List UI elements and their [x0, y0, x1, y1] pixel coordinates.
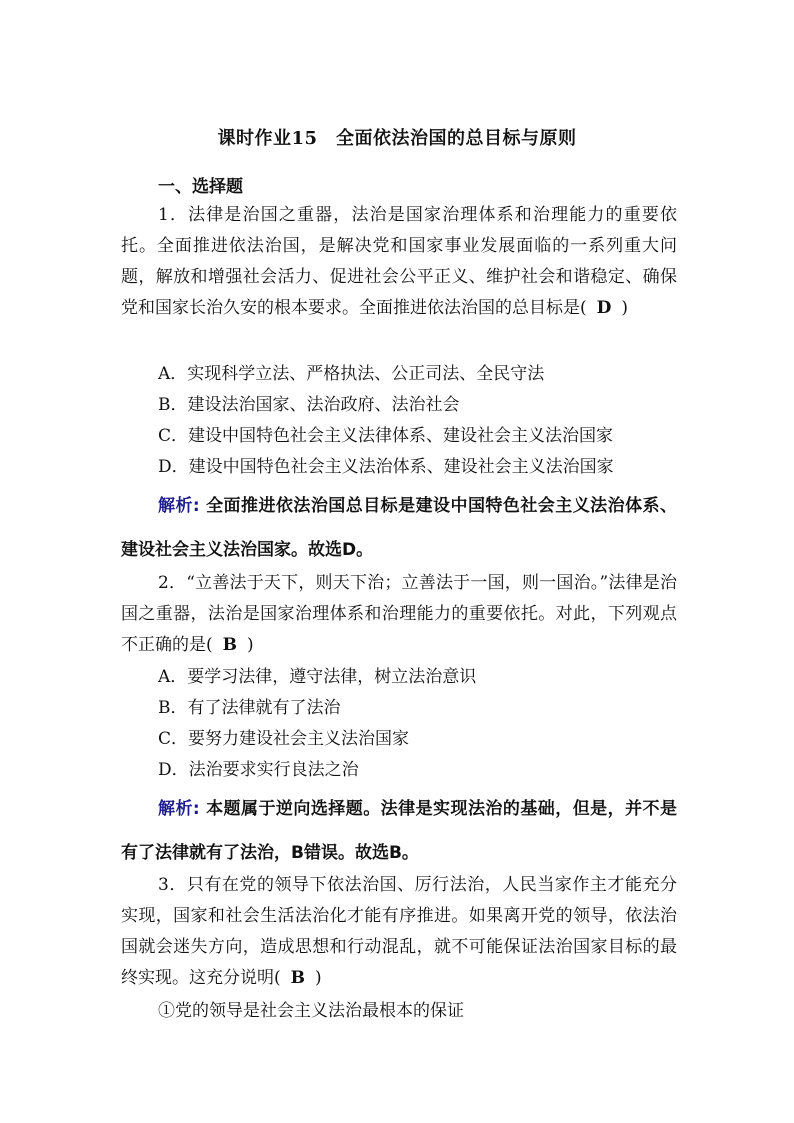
- question-1-close: ): [621, 298, 629, 318]
- question-3-text: 3．只有在党的领导下依法治国、厉行法治，人民当家作主才能充分实现，国家和社会生活法治化才能有序推进。如果离开党的领导，依法治国就会迷失方向，造成思想和行动混乱，就不可能保证法治国家目标的最终实现。这充分说明(: [121, 875, 677, 988]
- question-2-analysis: [121, 787, 677, 875]
- question-1-option-d: D．建设中国特色社会主义法治体系、建设社会主义法治国家: [158, 457, 614, 477]
- analysis-label: 解析:: [158, 799, 200, 819]
- question-2-option-c: C．要努力建设社会主义法治国家: [158, 729, 410, 749]
- question-1-option-b: B．建设法治国家、法治政府、法治社会: [158, 395, 460, 415]
- question-1-stem: [121, 200, 677, 324]
- question-3-answer: B: [290, 968, 306, 988]
- question-2-close: ): [247, 635, 254, 655]
- question-2-option-b: B．有了法律就有了法治: [158, 698, 341, 718]
- analysis-label: 解析:: [158, 496, 200, 516]
- question-2-option-d: D．法治要求实行良法之治: [158, 760, 359, 780]
- question-1-text: 1．法律是治国之重器，法治是国家治理体系和治理能力的重要依托。全面推进依法治国，是解决党和国家事业发展面临的一系列重大问题，解放和增强社会活力、促进社会公平正义、维护社会和谐稳定、确保党和国家长治久安的根本要求。全面推进依法治国的总目标是(: [121, 205, 677, 318]
- question-2-stem: [121, 568, 677, 661]
- question-1-answer: D: [596, 298, 612, 318]
- question-2-option-a: A．要学习法律，遵守法律，树立法治意识: [158, 667, 477, 687]
- question-1-option-a: A．实现科学立法、严格执法、公正司法、全民守法: [158, 364, 545, 384]
- question-3-item-1: ①党的领导是社会主义法治最根本的保证: [158, 1001, 464, 1021]
- section-heading: 一、选择题: [158, 177, 243, 197]
- analysis-text: 本题属于逆向选择题。法律是实现法治的基础，但是，并不是有了法律就有了法治，B错误。故选B。: [121, 799, 677, 863]
- page-title: 课时作业15 全面依法治国的总目标与原则: [217, 128, 577, 149]
- question-1-analysis: [121, 484, 677, 572]
- question-3-close: ): [315, 968, 322, 988]
- question-2-answer: B: [222, 635, 238, 655]
- analysis-text: 全面推进依法治国总目标是建设中国特色社会主义法治体系、建设社会主义法治国家。故选D。: [121, 496, 677, 560]
- question-2-text: 2．“立善法于天下，则天下治；立善法于一国，则一国治。”法律是治国之重器，法治是国家治理体系和治理能力的重要依托。对此，下列观点不正确的是(: [121, 573, 677, 655]
- question-3-stem: [121, 870, 677, 994]
- question-1-option-c: C．建设中国特色社会主义法律体系、建设社会主义法治国家: [158, 426, 614, 446]
